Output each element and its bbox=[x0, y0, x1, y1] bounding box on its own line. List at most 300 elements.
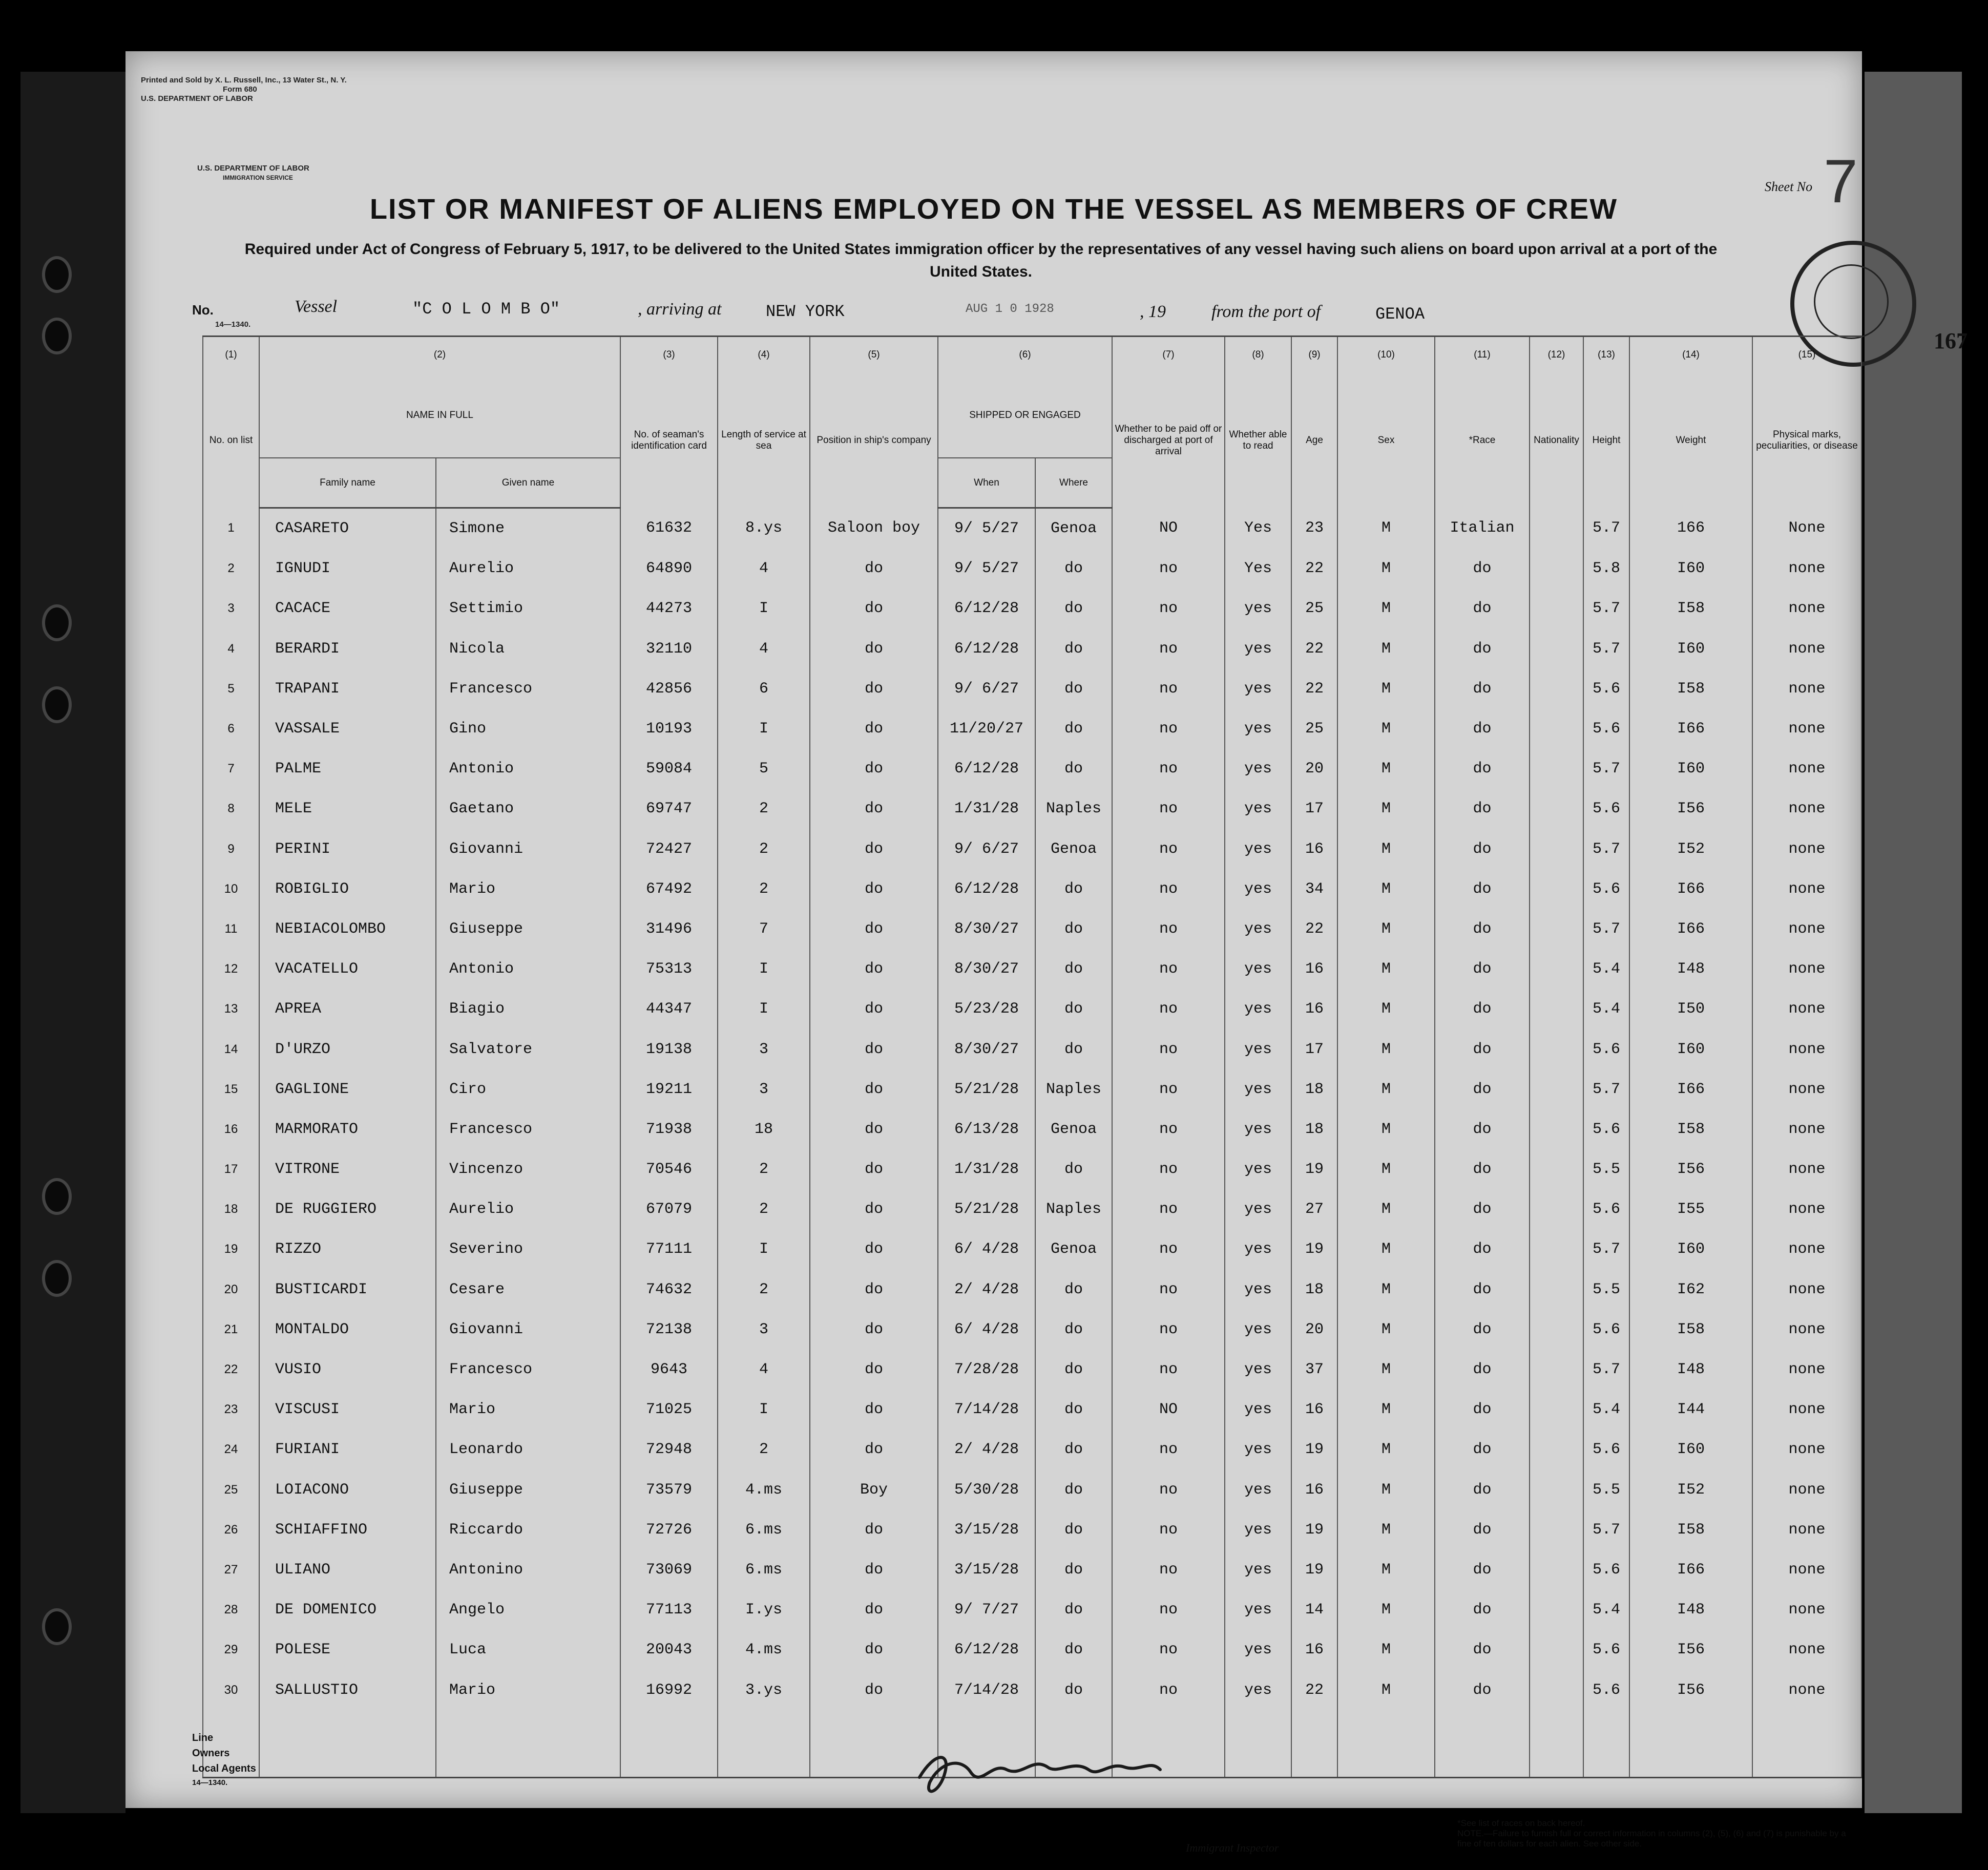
cell-card: 72948 bbox=[620, 1430, 718, 1469]
table-row bbox=[203, 1310, 1861, 1350]
cell-service: I bbox=[718, 589, 810, 628]
col-num-5: (5) bbox=[810, 337, 938, 373]
cell-weight: I50 bbox=[1629, 989, 1752, 1029]
arriving-label: , arriving at bbox=[638, 300, 722, 319]
cell-weight: I66 bbox=[1629, 909, 1752, 949]
cell-read: yes bbox=[1225, 1229, 1291, 1269]
cell-card: 44347 bbox=[620, 989, 718, 1029]
cell-marks: none bbox=[1752, 589, 1861, 628]
cell-age: 20 bbox=[1291, 1310, 1337, 1350]
cell-paid: no bbox=[1112, 1229, 1225, 1269]
cell-given: Antonino bbox=[436, 1550, 620, 1590]
cell-service: 4.ms bbox=[718, 1470, 810, 1510]
cell-where: Genoa bbox=[1035, 1229, 1112, 1269]
cell-paid: no bbox=[1112, 1630, 1225, 1670]
cell-paid: no bbox=[1112, 989, 1225, 1029]
cell-weight: I60 bbox=[1629, 629, 1752, 669]
cell-where: Naples bbox=[1035, 1069, 1112, 1109]
cell-when: 6/ 4/28 bbox=[938, 1229, 1035, 1269]
cell-service: 2 bbox=[718, 829, 810, 869]
cell-given: Simone bbox=[436, 508, 620, 549]
cell-family: CACACE bbox=[259, 589, 436, 628]
cell-no: 3 bbox=[203, 589, 259, 628]
cell-age: 22 bbox=[1291, 1670, 1337, 1710]
cell-height: 5.5 bbox=[1583, 1270, 1629, 1310]
cell-position: do bbox=[810, 1109, 938, 1149]
cell-height: 5.5 bbox=[1583, 1470, 1629, 1510]
table-row bbox=[203, 869, 1861, 909]
cell-nationality bbox=[1530, 1310, 1583, 1350]
cell-nationality bbox=[1530, 1550, 1583, 1590]
table-row bbox=[203, 1069, 1861, 1109]
header-seaman-card: No. of seaman's identification card bbox=[620, 373, 718, 508]
cell-race: do bbox=[1435, 1590, 1530, 1630]
cell-read: Yes bbox=[1225, 508, 1291, 549]
cell-weight: I48 bbox=[1629, 1590, 1752, 1630]
cell-weight: I58 bbox=[1629, 1310, 1752, 1350]
cell-when: 9/ 5/27 bbox=[938, 508, 1035, 549]
cell-where: do bbox=[1035, 909, 1112, 949]
cell-sex: M bbox=[1337, 1069, 1435, 1109]
cell-when: 7/14/28 bbox=[938, 1390, 1035, 1430]
header-family-name: Family name bbox=[259, 458, 436, 508]
cell-when: 3/15/28 bbox=[938, 1550, 1035, 1590]
cell-paid: no bbox=[1112, 1310, 1225, 1350]
cell-family: BERARDI bbox=[259, 629, 436, 669]
table-row bbox=[203, 1350, 1861, 1390]
header-paid-off: Whether to be paid off or discharged at port of arrival bbox=[1112, 373, 1225, 508]
cell-read: yes bbox=[1225, 869, 1291, 909]
cell-marks: none bbox=[1752, 1270, 1861, 1310]
table-row bbox=[203, 829, 1861, 869]
cell-where: Genoa bbox=[1035, 508, 1112, 549]
cell-sex: M bbox=[1337, 1590, 1435, 1630]
cell-where: do bbox=[1035, 1310, 1112, 1350]
cell-when: 1/31/28 bbox=[938, 789, 1035, 829]
table-row bbox=[203, 1630, 1861, 1670]
cell-position: do bbox=[810, 1390, 938, 1430]
cell-given: Giovanni bbox=[436, 829, 620, 869]
cell-family: VISCUSI bbox=[259, 1390, 436, 1430]
header-age: Age bbox=[1291, 373, 1337, 508]
header-no-on-list: No. on list bbox=[203, 373, 259, 508]
footer-form-code: 14—1340. bbox=[192, 1778, 228, 1787]
cell-paid: no bbox=[1112, 949, 1225, 989]
punch-hole bbox=[42, 318, 72, 354]
cell-given: Francesco bbox=[436, 669, 620, 709]
cell-no: 17 bbox=[203, 1149, 259, 1189]
cell-nationality bbox=[1530, 589, 1583, 628]
cell-when: 9/ 7/27 bbox=[938, 1590, 1035, 1630]
cell-sex: M bbox=[1337, 1350, 1435, 1390]
cell-nationality bbox=[1530, 869, 1583, 909]
table-row bbox=[203, 1189, 1861, 1229]
cell-age: 19 bbox=[1291, 1430, 1337, 1469]
cell-card: 73579 bbox=[620, 1470, 718, 1510]
cell-read: yes bbox=[1225, 909, 1291, 949]
cell-when: 2/ 4/28 bbox=[938, 1430, 1035, 1469]
cell-no: 20 bbox=[203, 1270, 259, 1310]
cell-given: Luca bbox=[436, 1630, 620, 1670]
cell-age: 37 bbox=[1291, 1350, 1337, 1390]
cell-age: 25 bbox=[1291, 589, 1337, 628]
cell-marks: none bbox=[1752, 1229, 1861, 1269]
punch-hole bbox=[42, 604, 72, 641]
cell-when: 5/21/28 bbox=[938, 1069, 1035, 1109]
cell-where: do bbox=[1035, 749, 1112, 789]
cell-service: 4 bbox=[718, 549, 810, 589]
cell-race: do bbox=[1435, 1630, 1530, 1670]
cell-card: 73069 bbox=[620, 1550, 718, 1590]
crew-table bbox=[202, 335, 1862, 1778]
cell-nationality bbox=[1530, 508, 1583, 549]
blank-cell bbox=[1629, 1710, 1752, 1778]
cell-nationality bbox=[1530, 1590, 1583, 1630]
header-where: Where bbox=[1035, 458, 1112, 508]
table-row bbox=[203, 1470, 1861, 1510]
cell-nationality bbox=[1530, 789, 1583, 829]
table-row bbox=[203, 549, 1861, 589]
cell-position: do bbox=[810, 949, 938, 989]
cell-age: 18 bbox=[1291, 1069, 1337, 1109]
cell-where: Genoa bbox=[1035, 829, 1112, 869]
cell-age: 22 bbox=[1291, 549, 1337, 589]
cell-marks: none bbox=[1752, 669, 1861, 709]
cell-card: 71938 bbox=[620, 1109, 718, 1149]
col-num-7: (7) bbox=[1112, 337, 1225, 373]
cell-service: 4 bbox=[718, 629, 810, 669]
cell-family: VUSIO bbox=[259, 1350, 436, 1390]
cell-height: 5.6 bbox=[1583, 1430, 1629, 1469]
cell-sex: M bbox=[1337, 1630, 1435, 1670]
cell-height: 5.7 bbox=[1583, 749, 1629, 789]
header-when: When bbox=[938, 458, 1035, 508]
from-port-label: from the port of bbox=[1211, 302, 1321, 321]
cell-read: yes bbox=[1225, 949, 1291, 989]
cell-age: 17 bbox=[1291, 789, 1337, 829]
cell-no: 15 bbox=[203, 1069, 259, 1109]
cell-when: 3/15/28 bbox=[938, 1510, 1035, 1550]
cell-given: Antonio bbox=[436, 949, 620, 989]
cell-sex: M bbox=[1337, 1670, 1435, 1710]
cell-no: 8 bbox=[203, 789, 259, 829]
cell-marks: none bbox=[1752, 1590, 1861, 1630]
cell-position: do bbox=[810, 1670, 938, 1710]
cell-nationality bbox=[1530, 1229, 1583, 1269]
header-shipped: SHIPPED OR ENGAGED bbox=[938, 373, 1112, 458]
cell-sex: M bbox=[1337, 629, 1435, 669]
cell-read: yes bbox=[1225, 1670, 1291, 1710]
cell-nationality bbox=[1530, 1029, 1583, 1069]
cell-read: yes bbox=[1225, 1270, 1291, 1310]
cell-family: MARMORATO bbox=[259, 1109, 436, 1149]
cell-nationality bbox=[1530, 629, 1583, 669]
cell-given: Leonardo bbox=[436, 1430, 620, 1469]
cell-when: 6/12/28 bbox=[938, 1630, 1035, 1670]
cell-where: do bbox=[1035, 1149, 1112, 1189]
cell-weight: I52 bbox=[1629, 1470, 1752, 1510]
cell-position: do bbox=[810, 1189, 938, 1229]
cell-height: 5.6 bbox=[1583, 1550, 1629, 1590]
cell-paid: no bbox=[1112, 869, 1225, 909]
table-row bbox=[203, 1670, 1861, 1710]
cell-read: yes bbox=[1225, 1069, 1291, 1109]
cell-weight: I56 bbox=[1629, 1630, 1752, 1670]
cell-read: yes bbox=[1225, 989, 1291, 1029]
cell-given: Francesco bbox=[436, 1109, 620, 1149]
cell-card: 44273 bbox=[620, 589, 718, 628]
cell-position: do bbox=[810, 549, 938, 589]
cell-race: do bbox=[1435, 1350, 1530, 1390]
cell-card: 67492 bbox=[620, 869, 718, 909]
cell-when: 6/12/28 bbox=[938, 629, 1035, 669]
col-num-11: (11) bbox=[1435, 337, 1530, 373]
cell-family: BUSTICARDI bbox=[259, 1270, 436, 1310]
cell-height: 5.7 bbox=[1583, 629, 1629, 669]
cell-given: Settimio bbox=[436, 589, 620, 628]
cell-age: 25 bbox=[1291, 709, 1337, 749]
cell-family: CASARETO bbox=[259, 508, 436, 549]
cell-family: POLESE bbox=[259, 1630, 436, 1670]
cell-position: do bbox=[810, 1149, 938, 1189]
cell-weight: I66 bbox=[1629, 709, 1752, 749]
arriving-port: NEW YORK bbox=[766, 302, 845, 321]
cell-weight: I58 bbox=[1629, 1510, 1752, 1550]
blank-cell bbox=[1435, 1710, 1530, 1778]
vessel-name: "C O L O M B O" bbox=[412, 300, 560, 319]
punch-hole bbox=[42, 256, 72, 293]
cell-marks: none bbox=[1752, 789, 1861, 829]
cell-family: DE DOMENICO bbox=[259, 1590, 436, 1630]
cell-marks: none bbox=[1752, 1630, 1861, 1670]
cell-card: 72427 bbox=[620, 829, 718, 869]
local-agents-label: Local Agents bbox=[192, 1763, 256, 1774]
cell-read: yes bbox=[1225, 749, 1291, 789]
cell-paid: no bbox=[1112, 549, 1225, 589]
cell-paid: no bbox=[1112, 629, 1225, 669]
cell-race: do bbox=[1435, 1229, 1530, 1269]
cell-weight: I44 bbox=[1629, 1390, 1752, 1430]
cell-race: do bbox=[1435, 1430, 1530, 1469]
cell-card: 69747 bbox=[620, 789, 718, 829]
blank-cell bbox=[718, 1710, 810, 1778]
cell-position: do bbox=[810, 1590, 938, 1630]
cell-position: do bbox=[810, 709, 938, 749]
cell-position: do bbox=[810, 789, 938, 829]
table-row bbox=[203, 1510, 1861, 1550]
col-num-2: (2) bbox=[259, 337, 620, 373]
cell-read: yes bbox=[1225, 1470, 1291, 1510]
cell-service: 2 bbox=[718, 789, 810, 829]
cell-sex: M bbox=[1337, 508, 1435, 549]
cell-no: 14 bbox=[203, 1029, 259, 1069]
cell-height: 5.6 bbox=[1583, 1310, 1629, 1350]
year-label: , 19 bbox=[1140, 302, 1166, 321]
cell-marks: none bbox=[1752, 1430, 1861, 1469]
page-title: LIST OR MANIFEST OF ALIENS EMPLOYED ON THE VESSEL AS MEMBERS OF CREW bbox=[369, 193, 1618, 225]
cell-where: do bbox=[1035, 869, 1112, 909]
blank-cell bbox=[259, 1710, 436, 1778]
cell-weight: I60 bbox=[1629, 549, 1752, 589]
cell-read: yes bbox=[1225, 1630, 1291, 1670]
cell-nationality bbox=[1530, 1350, 1583, 1390]
col-num-10: (10) bbox=[1337, 337, 1435, 373]
cell-height: 5.7 bbox=[1583, 1229, 1629, 1269]
header-race: *Race bbox=[1435, 373, 1530, 508]
cell-sex: M bbox=[1337, 1510, 1435, 1550]
cell-where: do bbox=[1035, 1029, 1112, 1069]
cell-card: 16992 bbox=[620, 1670, 718, 1710]
table-row bbox=[203, 1270, 1861, 1310]
cell-weight: I60 bbox=[1629, 749, 1752, 789]
cell-position: do bbox=[810, 829, 938, 869]
cell-position: do bbox=[810, 629, 938, 669]
blank-cell bbox=[1337, 1710, 1435, 1778]
cell-card: 70546 bbox=[620, 1149, 718, 1189]
cell-family: ROBIGLIO bbox=[259, 869, 436, 909]
cell-marks: none bbox=[1752, 1029, 1861, 1069]
col-num-8: (8) bbox=[1225, 337, 1291, 373]
cell-sex: M bbox=[1337, 589, 1435, 628]
cell-weight: I52 bbox=[1629, 829, 1752, 869]
cell-when: 8/30/27 bbox=[938, 949, 1035, 989]
table-row bbox=[203, 1109, 1861, 1149]
cell-position: Saloon boy bbox=[810, 508, 938, 549]
cell-when: 11/20/27 bbox=[938, 709, 1035, 749]
cell-race: do bbox=[1435, 669, 1530, 709]
cell-weight: I66 bbox=[1629, 1069, 1752, 1109]
cell-where: do bbox=[1035, 589, 1112, 628]
cell-service: 2 bbox=[718, 1189, 810, 1229]
cell-height: 5.6 bbox=[1583, 1670, 1629, 1710]
cell-when: 7/28/28 bbox=[938, 1350, 1035, 1390]
cell-paid: NO bbox=[1112, 1390, 1225, 1430]
cell-sex: M bbox=[1337, 1149, 1435, 1189]
cell-no: 4 bbox=[203, 629, 259, 669]
cell-paid: NO bbox=[1112, 508, 1225, 549]
cell-where: do bbox=[1035, 1350, 1112, 1390]
col-num-1: (1) bbox=[203, 337, 259, 373]
cell-card: 64890 bbox=[620, 549, 718, 589]
cell-where: Naples bbox=[1035, 789, 1112, 829]
cell-given: Aurelio bbox=[436, 1189, 620, 1229]
cell-service: 3.ys bbox=[718, 1670, 810, 1710]
cell-card: 9643 bbox=[620, 1350, 718, 1390]
cell-race: do bbox=[1435, 1029, 1530, 1069]
punch-hole bbox=[42, 1260, 72, 1297]
cell-weight: I56 bbox=[1629, 1149, 1752, 1189]
cell-position: do bbox=[810, 589, 938, 628]
table-row bbox=[203, 949, 1861, 989]
cell-race: do bbox=[1435, 869, 1530, 909]
cell-paid: no bbox=[1112, 749, 1225, 789]
cell-nationality bbox=[1530, 1630, 1583, 1670]
cell-position: do bbox=[810, 1229, 938, 1269]
cell-read: yes bbox=[1225, 629, 1291, 669]
cell-given: Gino bbox=[436, 709, 620, 749]
cell-weight: I58 bbox=[1629, 589, 1752, 628]
cell-where: do bbox=[1035, 1430, 1112, 1469]
inspector-label: Immigrant Inspector bbox=[1186, 1841, 1279, 1854]
page-subtitle: Required under Act of Congress of February 5, 1917, to be delivered to the United States immigration officer by the representatives of any vessel having such aliens on board upon arrival at a port of the United States. bbox=[244, 241, 1718, 280]
cell-paid: no bbox=[1112, 669, 1225, 709]
side-number: 167 bbox=[1934, 328, 1968, 353]
cell-no: 1 bbox=[203, 508, 259, 549]
col-num-9: (9) bbox=[1291, 337, 1337, 373]
cell-sex: M bbox=[1337, 549, 1435, 589]
cell-marks: none bbox=[1752, 1189, 1861, 1229]
cell-family: MELE bbox=[259, 789, 436, 829]
cell-given: Severino bbox=[436, 1229, 620, 1269]
cell-paid: no bbox=[1112, 1270, 1225, 1310]
cell-no: 26 bbox=[203, 1510, 259, 1550]
cell-race: do bbox=[1435, 1310, 1530, 1350]
cell-service: I bbox=[718, 949, 810, 989]
cell-height: 5.6 bbox=[1583, 1630, 1629, 1670]
cell-read: yes bbox=[1225, 1550, 1291, 1590]
owners-label: Owners bbox=[192, 1748, 230, 1759]
cell-given: Gaetano bbox=[436, 789, 620, 829]
header-position: Position in ship's company bbox=[810, 373, 938, 508]
binding-edge bbox=[20, 72, 125, 1813]
cell-height: 5.6 bbox=[1583, 1029, 1629, 1069]
blank-cell bbox=[1530, 1710, 1583, 1778]
cell-where: do bbox=[1035, 1550, 1112, 1590]
table-row bbox=[203, 1149, 1861, 1189]
cell-no: 29 bbox=[203, 1630, 259, 1670]
cell-race: do bbox=[1435, 829, 1530, 869]
cell-family: PALME bbox=[259, 749, 436, 789]
cell-height: 5.7 bbox=[1583, 1069, 1629, 1109]
cell-race: do bbox=[1435, 949, 1530, 989]
cell-nationality bbox=[1530, 989, 1583, 1029]
cell-where: do bbox=[1035, 1470, 1112, 1510]
cell-position: do bbox=[810, 1630, 938, 1670]
cell-service: 2 bbox=[718, 869, 810, 909]
cell-age: 17 bbox=[1291, 1029, 1337, 1069]
header-weight: Weight bbox=[1629, 373, 1752, 508]
cell-where: do bbox=[1035, 669, 1112, 709]
cell-age: 16 bbox=[1291, 1470, 1337, 1510]
cell-card: 77113 bbox=[620, 1590, 718, 1630]
cell-family: LOIACONO bbox=[259, 1470, 436, 1510]
cell-nationality bbox=[1530, 749, 1583, 789]
cell-service: 2 bbox=[718, 1430, 810, 1469]
cell-where: do bbox=[1035, 1630, 1112, 1670]
cell-family: VITRONE bbox=[259, 1149, 436, 1189]
cell-weight: I48 bbox=[1629, 949, 1752, 989]
cell-race: do bbox=[1435, 1189, 1530, 1229]
cell-family: VACATELLO bbox=[259, 949, 436, 989]
cell-no: 23 bbox=[203, 1390, 259, 1430]
cell-no: 25 bbox=[203, 1470, 259, 1510]
cell-sex: M bbox=[1337, 1310, 1435, 1350]
cell-no: 2 bbox=[203, 549, 259, 589]
cell-no: 30 bbox=[203, 1670, 259, 1710]
cell-no: 22 bbox=[203, 1350, 259, 1390]
cell-service: 2 bbox=[718, 1149, 810, 1189]
cell-when: 6/12/28 bbox=[938, 589, 1035, 628]
punch-hole bbox=[42, 686, 72, 723]
cell-where: do bbox=[1035, 1590, 1112, 1630]
printer-line: Printed and Sold by X. L. Russell, Inc., 13 Water St., N. Y. bbox=[141, 76, 347, 85]
table-row bbox=[203, 749, 1861, 789]
cell-where: do bbox=[1035, 1670, 1112, 1710]
col-num-12: (12) bbox=[1530, 337, 1583, 373]
cell-read: yes bbox=[1225, 1510, 1291, 1550]
cell-sex: M bbox=[1337, 1189, 1435, 1229]
cell-card: 31496 bbox=[620, 909, 718, 949]
